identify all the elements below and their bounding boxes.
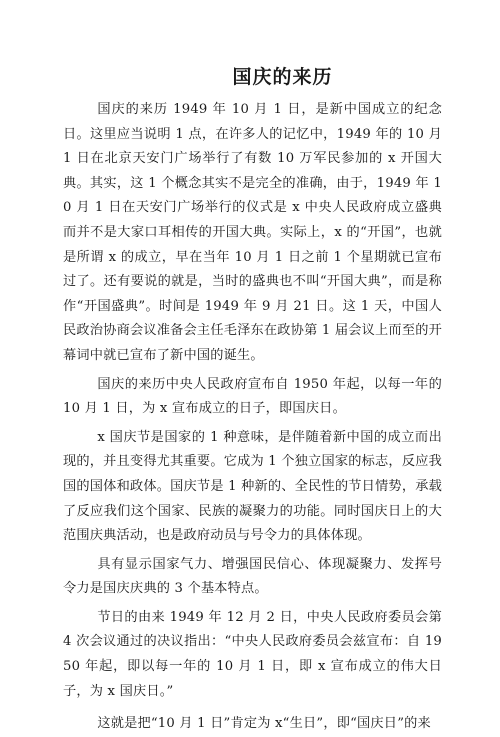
page-title: 国庆的来历 (232, 66, 333, 88)
paragraph-origin: 国庆的来历 1949 年 10 月 1 日，是新中国成立的纪念日。这里应当说明 1 点，在许多人的记忆中，1949 年的 10 月 1 日在北京天安门广场举行了有数 10 万军民参加的 x 开国大典。其实，这 1 个概念其实不是完全的准确，由于，1949 年 10 月 1 日在天安门广场举行的仪式是 x 中央人民政府成立盛典而并不是大家口耳相传的开国大典。实际上，x 的“开国”，也就是所谓 x 的成立，早在当年 10 月 1 日之前 1 个星期就已宣布过了。还有要说的就是，当时的盛典也不叫“开国大典”，而是称作“开国盛典”。时间是 1949 年 9 月 21 日。这 1 天，中国人民政治协商会议准备会主任毛泽东在政协第 1 届会议上而至的开幕词中就已宣布了新中国的诞生。 (63, 102, 442, 363)
paragraph-features: 具有显示国家气力、增强国民信心、体现凝聚力、发挥号令力是国庆庆典的 3 个基本特点。 (63, 556, 442, 597)
paragraph-announcement: 国庆的来历中央人民政府宣布自 1950 年起，以每一年的 10 月 1 日，为 x 宣布成立的日子，即国庆日。 (63, 376, 442, 417)
paragraph-symbol: x 国庆节是国家的 1 种意味，是伴随着新中国的成立而出现的，并且变得尤其重要。它成为 1 个独立国家的标志，反应我国的国体和政体。国庆节是 1 种新的、全民性的节日情势，承载了反应我们这个国家、民族的凝聚力的功能。同时国庆日上的大范围庆典活动，也是政府动员与号令力的具体体现。 (63, 429, 442, 544)
paragraph-resolution: 节日的由来 1949 年 12 月 2 日，中央人民政府委员会第 4 次会议通过的决议指出：“中央人民政府委员会兹宣布：自 1950 年起，即以每一年的 10 月 1 日，即 x 宣布成立的伟大日子，为 x 国庆日。” (63, 609, 442, 699)
paragraph-birthday: 这就是把“10 月 1 日”肯定为 x“生日”，即“国庆日”的来 (97, 716, 431, 732)
